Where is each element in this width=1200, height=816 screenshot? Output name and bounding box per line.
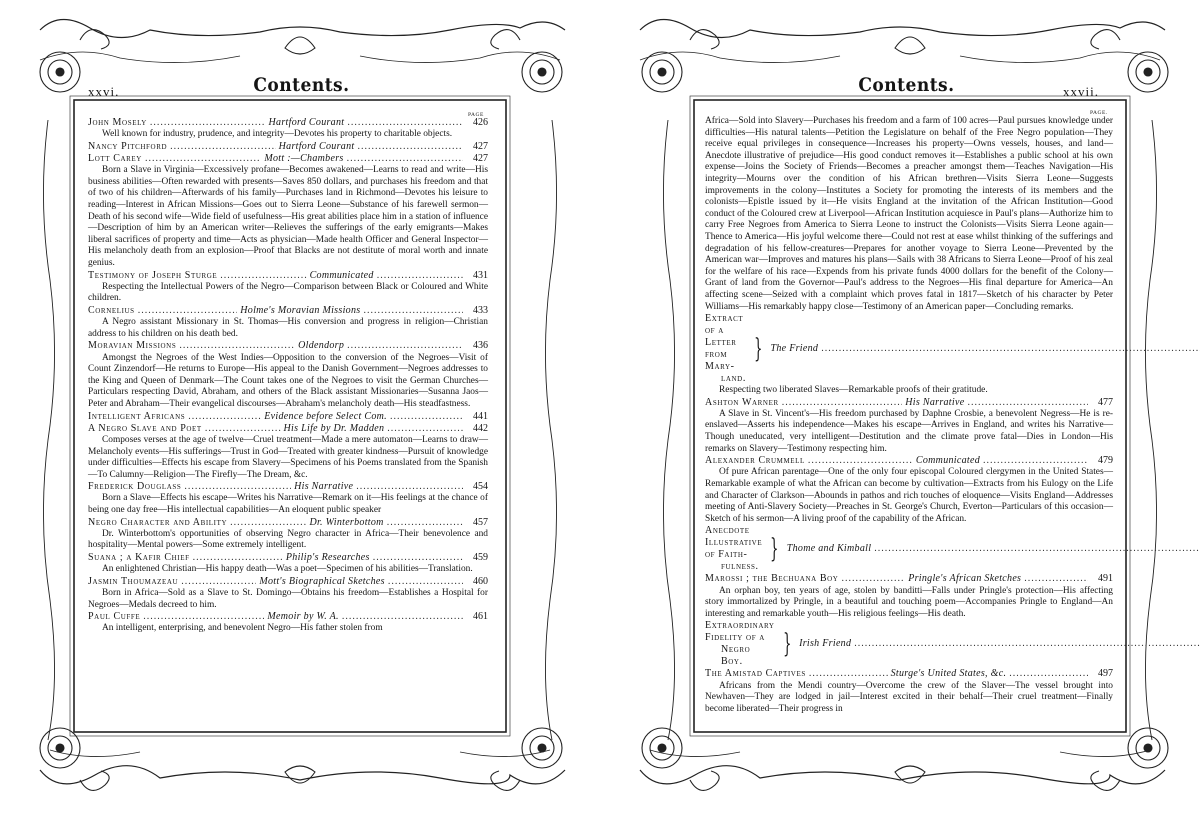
toc-entry-heading bbox=[705, 668, 1113, 680]
entry-description: Born a Slave in Virginia—Excessively profane—Becomes awakened—Learns to read and write—His business abilities—Often rewarded with presents—Saves 850 dollars, and purchases his freedom and that of two of his children—Afterwards of his family—Purchases land in Richmond—Devotes his leisure to reading—Interest in African Missions—Goes out to Sierra Leone—Substance of his farewell sermon—Death of his second wife—Wide field of usefulness—His great abilities place him in a station of influence—Description of him by an American writer—Relieves the sufferings of the early emigrants—Makes liberal sacrifices of property and time—Acts as physician—Made health Officer and General Inspector—His melancholy death from an explosion—Proof that Blacks are not destitute of moral worth and innate genius. bbox=[88, 165, 488, 268]
entry-source: His Narrative bbox=[294, 481, 354, 493]
entry-source: His Life by Dr. Madden bbox=[283, 422, 385, 434]
dot-leader bbox=[808, 455, 913, 467]
entry-source: Hartford Courant bbox=[278, 140, 355, 152]
dot-leader bbox=[1009, 668, 1088, 680]
dot-leader bbox=[138, 305, 238, 317]
entry-description: An intelligent, enterprising, and benevolent Negro—His father stolen from bbox=[102, 623, 383, 634]
entry-title-line: Extract of a Letter from Mary- bbox=[705, 313, 744, 373]
dot-leader bbox=[150, 117, 266, 129]
entry-description: A Negro assistant Missionary in St. Thomas—His conversion and progress in religion—Christian address to his children on his death bed. bbox=[88, 317, 488, 339]
toc-entry bbox=[88, 270, 488, 305]
dot-leader bbox=[782, 397, 903, 409]
page-title: Contents. bbox=[858, 74, 955, 96]
dot-leader bbox=[377, 270, 463, 282]
toc-entry bbox=[88, 305, 488, 340]
toc-entry-heading bbox=[88, 411, 488, 423]
brace-glyph: } bbox=[770, 534, 779, 565]
dot-leader bbox=[983, 455, 1088, 467]
dot-leader bbox=[230, 517, 306, 529]
entry-title bbox=[705, 620, 775, 668]
toc-entry-heading bbox=[705, 525, 1113, 573]
dot-leader bbox=[188, 411, 261, 423]
contents-list bbox=[705, 116, 1113, 715]
entry-title-line: Anecdote Illustrative of Faith- bbox=[705, 525, 763, 561]
entry-description: Of pure African parentage—One of the only four episcopal Coloured clergymen in the United States—Remarkable example of what the African can become by cultivation—Extracts from his Eulogy on the Life and Character of Clarkson—Abounds in pathos and rich touches of eloquence—Visits England—Addresses meeting of Anti-Slavery Society—Preaches in St. George's Church, Everton—Particulars of this occasion—Sketch of his sermon—A living proof of the capability of the African. bbox=[705, 467, 1113, 524]
entry-source: Holme's Moravian Missions bbox=[240, 304, 361, 316]
toc-entry-heading bbox=[705, 313, 1113, 385]
dot-leader bbox=[1024, 573, 1088, 585]
dot-leader bbox=[388, 576, 463, 588]
toc-entry-heading bbox=[705, 620, 1113, 668]
entry-page-number: 454 bbox=[473, 481, 488, 493]
dot-leader bbox=[193, 552, 283, 564]
dot-leader bbox=[841, 573, 905, 585]
page-column-label: PAGE. bbox=[1090, 110, 1108, 116]
toc-entry-heading bbox=[88, 576, 488, 588]
entry-title: John Mosely bbox=[88, 117, 147, 128]
dot-leader bbox=[809, 668, 888, 680]
entry-title: Nancy Pitchford bbox=[88, 140, 168, 152]
entry-source: Dr. Winterbottom bbox=[309, 516, 384, 528]
brace-glyph: } bbox=[754, 334, 763, 365]
toc-entry bbox=[88, 141, 488, 153]
entry-page-number: 436 bbox=[473, 340, 488, 352]
toc-entry-heading bbox=[88, 270, 488, 282]
entry-title: Ashton Warner bbox=[705, 396, 779, 408]
entry-title: The Amistad Captives bbox=[705, 668, 806, 680]
dot-leader bbox=[821, 343, 1200, 355]
toc-entry-heading bbox=[88, 552, 488, 564]
entry-page-number: 491 bbox=[1098, 573, 1113, 585]
entry-description: Respecting the Intellectual Powers of the Negro—Comparison between Black or Coloured and White children. bbox=[88, 281, 488, 304]
dot-leader bbox=[347, 340, 463, 352]
entry-page-number: 497 bbox=[1098, 668, 1114, 680]
entry-source-group bbox=[787, 543, 1200, 555]
toc-entry bbox=[88, 611, 488, 635]
toc-entry-heading bbox=[88, 340, 488, 352]
entry-source: Irish Friend bbox=[799, 638, 852, 650]
entry-title: Paul Cuffe bbox=[88, 611, 141, 623]
toc-entry bbox=[88, 411, 488, 423]
continuation-text: Africa—Sold into Slavery—Purchases his freedom and a farm of 100 acres—Paul pursues knowledge under difficulties—His natural talents—Petition the Legislature on behalf of the Free Negro population—They receive equal privileges in consequence—Increases his property—Owns vessels, houses, and land—Anecdote illustrative of prejudice—His good conduct removes it—Establishes a public school at his own expense—Joins the Society of Friends—Becomes a preacher amongst them—Teaches Navigation—His integrity—Mourns over the condition of his African brethren—Visits Sierra Leone—Suggests improvements in the colony—Institutes a Society for promoting the interests of its members and the colonists—Epistle issued by it—He visits England at the invitation of the African Institution—Good conduct of the Coloured crew at Liverpool—African Institution acquiesce in Paul's plans—Authorize him to carry Free Negroes from America to Sierra Leone to instruct the Colonists—Visits Sierra Leone again—Thence to America—His joyful welcome there—Could not rest at ease whilst thinking of the sufferings and degradation of his fellow-creatures—Prepares for another voyage to Sierra Leone—Prevented by the American war—Improves and matures his plans—Sails with 38 Africans to Sierra Leone—Proof of his zeal for the welfare of his race—Expends from his private funds 4000 dollars for the benefit of the Colony—Grant of land from the Governor—Paul's address to the Negroes—His final departure for America—An affecting scene—Seized with a complaint which proves fatal in 1817—Sketch of his character by Peter Williams—His remarkably happy close—Testimony of an American paper—Concluding remarks. bbox=[705, 116, 1113, 312]
entry-title bbox=[705, 313, 746, 385]
entry-description: Composes verses at the age of twelve—Cruel treatment—Made a mere automaton—Learns to draw—Melancholy events—His sufferings—Trust in God—Treated with greater kindness—Pursuit of knowledge under difficulties—Effects his escape from Slavery—Specimens of his Poems translated from the Spanish—To Calumny—Religion—The Firefly—The Dream, &c. bbox=[88, 434, 488, 480]
toc-entry-heading bbox=[88, 117, 488, 129]
entry-description: Well known for industry, prudence, and integrity—Devotes his property to charitable objects. bbox=[102, 129, 453, 140]
dot-leader bbox=[179, 340, 295, 352]
dot-leader bbox=[170, 141, 276, 153]
toc-entry bbox=[705, 525, 1113, 573]
dot-leader bbox=[145, 153, 261, 165]
toc-entry bbox=[88, 576, 488, 611]
toc-entry bbox=[705, 573, 1113, 620]
entry-page-number: 457 bbox=[473, 516, 488, 528]
dot-leader bbox=[874, 543, 1200, 555]
toc-entry bbox=[88, 423, 488, 482]
toc-entry-heading bbox=[88, 481, 488, 493]
entry-source: Mott's Biographical Sketches bbox=[259, 575, 385, 587]
entry-page-number: 426 bbox=[473, 117, 488, 128]
page-header bbox=[708, 72, 1108, 102]
dot-leader bbox=[347, 153, 463, 165]
entry-description: Dr. Winterbottom's opportunities of observing Negro character in Africa—Their benevolence and hospitality—Mental powers—Some extremely intelligent. bbox=[88, 528, 488, 551]
toc-entry bbox=[705, 620, 1113, 668]
page-title: Contents. bbox=[253, 74, 350, 96]
dot-leader bbox=[387, 423, 463, 435]
entry-page-number: 427 bbox=[473, 140, 488, 152]
entry-title: Intelligent Africans bbox=[88, 410, 186, 422]
entry-source: Communicated bbox=[309, 269, 374, 281]
entry-title-line: fulness. bbox=[721, 561, 759, 573]
toc-entry bbox=[88, 340, 488, 410]
dot-leader bbox=[387, 517, 463, 529]
toc-entry bbox=[705, 668, 1113, 715]
dot-leader bbox=[205, 423, 281, 435]
toc-entry bbox=[88, 517, 488, 552]
entry-source: Oldendorp bbox=[298, 340, 345, 352]
toc-entry bbox=[88, 117, 488, 141]
entry-page-number: 431 bbox=[473, 269, 488, 281]
toc-entry-heading bbox=[88, 305, 488, 317]
dot-leader bbox=[342, 611, 463, 623]
entry-description: An enlightened Christian—His happy death—Was a poet—Specimen of his abilities—Translation. bbox=[102, 564, 473, 575]
entry-page-number: 433 bbox=[473, 304, 489, 316]
entry-description: Africans from the Mendi country—Overcome the crew of the Slaver—The vessel brought into Newhaven—They are lodged in jail—Interest excited in their behalf—Their cruel treatment—Finally become liberated—Their progress in bbox=[705, 680, 1113, 714]
entry-source-group bbox=[799, 638, 1200, 650]
entry-title: A Negro Slave and Poet bbox=[88, 422, 202, 434]
entry-source-group bbox=[771, 343, 1200, 355]
toc-entry bbox=[88, 552, 488, 576]
entry-source: Sturge's United States, &c. bbox=[890, 668, 1007, 680]
entry-title: Jasmin Thoumazeau bbox=[88, 575, 179, 587]
entry-source: Hartford Courant bbox=[268, 117, 345, 128]
toc-entry-heading bbox=[88, 517, 488, 529]
entry-page-number: 441 bbox=[473, 410, 488, 422]
dot-leader bbox=[184, 481, 291, 493]
entry-description: Born in Africa—Sold as a Slave to St. Domingo—Obtains his freedom—Establishes a Hospital for Negroes—Medals decreed to him. bbox=[88, 588, 488, 610]
dot-leader bbox=[143, 611, 264, 623]
toc-entry-heading bbox=[705, 397, 1113, 409]
entry-page-number: 442 bbox=[473, 422, 489, 434]
toc-entry-heading bbox=[88, 423, 488, 435]
entry-title: Lott Carey bbox=[88, 153, 142, 164]
entry-title: Moravian Missions bbox=[88, 340, 177, 352]
brace-glyph: } bbox=[782, 629, 791, 660]
dot-leader bbox=[357, 141, 463, 153]
entry-page-number: 427 bbox=[473, 153, 488, 164]
toc-entry-heading bbox=[88, 611, 488, 623]
entry-title: Negro Character and Ability bbox=[88, 516, 228, 528]
toc-entry bbox=[88, 481, 488, 516]
entry-source: His Narrative bbox=[905, 396, 965, 408]
page-number: xxvi. bbox=[88, 84, 120, 99]
entry-source: Pringle's African Sketches bbox=[908, 573, 1022, 585]
entry-title: Alexander Crummell bbox=[705, 455, 805, 467]
dot-leader bbox=[220, 270, 306, 282]
entry-page-number: 477 bbox=[1098, 396, 1113, 408]
entry-title-line: Extraordinary Fidelity of a bbox=[705, 620, 775, 644]
entry-source: Philip's Researches bbox=[285, 552, 370, 564]
toc-entry bbox=[705, 455, 1113, 525]
entry-title: Suana ; a Kafir Chief bbox=[88, 552, 190, 564]
page-column-label: PAGE bbox=[468, 112, 484, 118]
dot-leader bbox=[356, 481, 463, 493]
entry-page-number: 461 bbox=[473, 611, 489, 623]
toc-entry-heading bbox=[88, 153, 488, 165]
entry-title: Cornelius bbox=[88, 304, 135, 316]
entry-description: Respecting two liberated Slaves—Remarkable proofs of their gratitude. bbox=[719, 385, 988, 396]
entry-title-line: Negro Boy. bbox=[721, 644, 751, 668]
dot-leader bbox=[181, 576, 256, 588]
entry-title: Frederick Douglass bbox=[88, 481, 182, 493]
entry-title-line: land. bbox=[721, 373, 746, 385]
dot-leader bbox=[390, 411, 463, 423]
dot-leader bbox=[347, 117, 463, 129]
entry-description: An orphan boy, ten years of age, stolen by banditti—Falls under Pringle's protection—His affecting story immortalized by Pringle, in a beautiful and touching poem—Accompanies Pringle to England—An interesting and remarkable youth—His religious feelings—His death. bbox=[705, 585, 1113, 619]
entry-description: A Slave in St. Vincent's—His freedom purchased by Daphne Crosbie, a benevolent Negress—He is re-enslaved—Asserts his independence—Makes his escape—Arrives in England, and writes his Narrative—Though uneducated, very intelligent—Destitution and the climate prove fatal—Dies in London—His remarks on Slavery—Testimony respecting him. bbox=[705, 408, 1113, 454]
entry-source: Evidence before Select Com. bbox=[264, 410, 387, 422]
entry-title: Marossi ; the Bechuana Boy bbox=[705, 573, 839, 585]
entry-page-number: 479 bbox=[1098, 455, 1114, 467]
dot-leader bbox=[967, 397, 1088, 409]
toc-entry-heading bbox=[88, 141, 488, 153]
entry-page-number: 460 bbox=[473, 575, 489, 587]
entry-page-number: 459 bbox=[473, 552, 488, 564]
entry-description: Born a Slave—Effects his escape—Writes his Narrative—Remark on it—His feelings at the chance of being one day free—His intellectual capabilities—An eloquent public speaker bbox=[88, 493, 488, 516]
page-header bbox=[88, 72, 488, 102]
entry-source: Communicated bbox=[915, 455, 981, 467]
entry-source: Mott :—Chambers bbox=[264, 153, 344, 164]
dot-leader bbox=[854, 638, 1200, 650]
dot-leader bbox=[363, 305, 463, 317]
entry-description: Amongst the Negroes of the West Indies—Opposition to the conversion of the Negroes—Visit of Count Zinzendorf—He returns to Europe—His appeal to the Danish Government—Negroes addresses to the King and Queen of Denmark—The Count takes one of the Negroes to visit the German Churches—Particulars respecting David, Abraham, and others of the Black assistant Missionaries—Susanna Jaos—Peter and Abraham—Their evangelical discourses—Abraham's melancholy death—His steadfastness. bbox=[88, 352, 488, 409]
toc-entry bbox=[705, 397, 1113, 456]
entry-title bbox=[705, 525, 762, 573]
toc-entry-heading bbox=[705, 573, 1113, 585]
contents-list bbox=[88, 117, 488, 635]
page-number: xxvii. bbox=[1063, 84, 1099, 99]
right-page bbox=[600, 0, 1200, 816]
toc-entry bbox=[705, 313, 1113, 397]
toc-entry bbox=[88, 153, 488, 270]
entry-source: Memoir by W. A. bbox=[267, 611, 339, 623]
dot-leader bbox=[373, 552, 463, 564]
entry-title: Testimony of Joseph Sturge bbox=[88, 269, 218, 281]
toc-entry-heading bbox=[705, 455, 1113, 467]
entry-source: Thome and Kimball bbox=[786, 543, 872, 555]
entry-source: The Friend bbox=[770, 343, 819, 355]
